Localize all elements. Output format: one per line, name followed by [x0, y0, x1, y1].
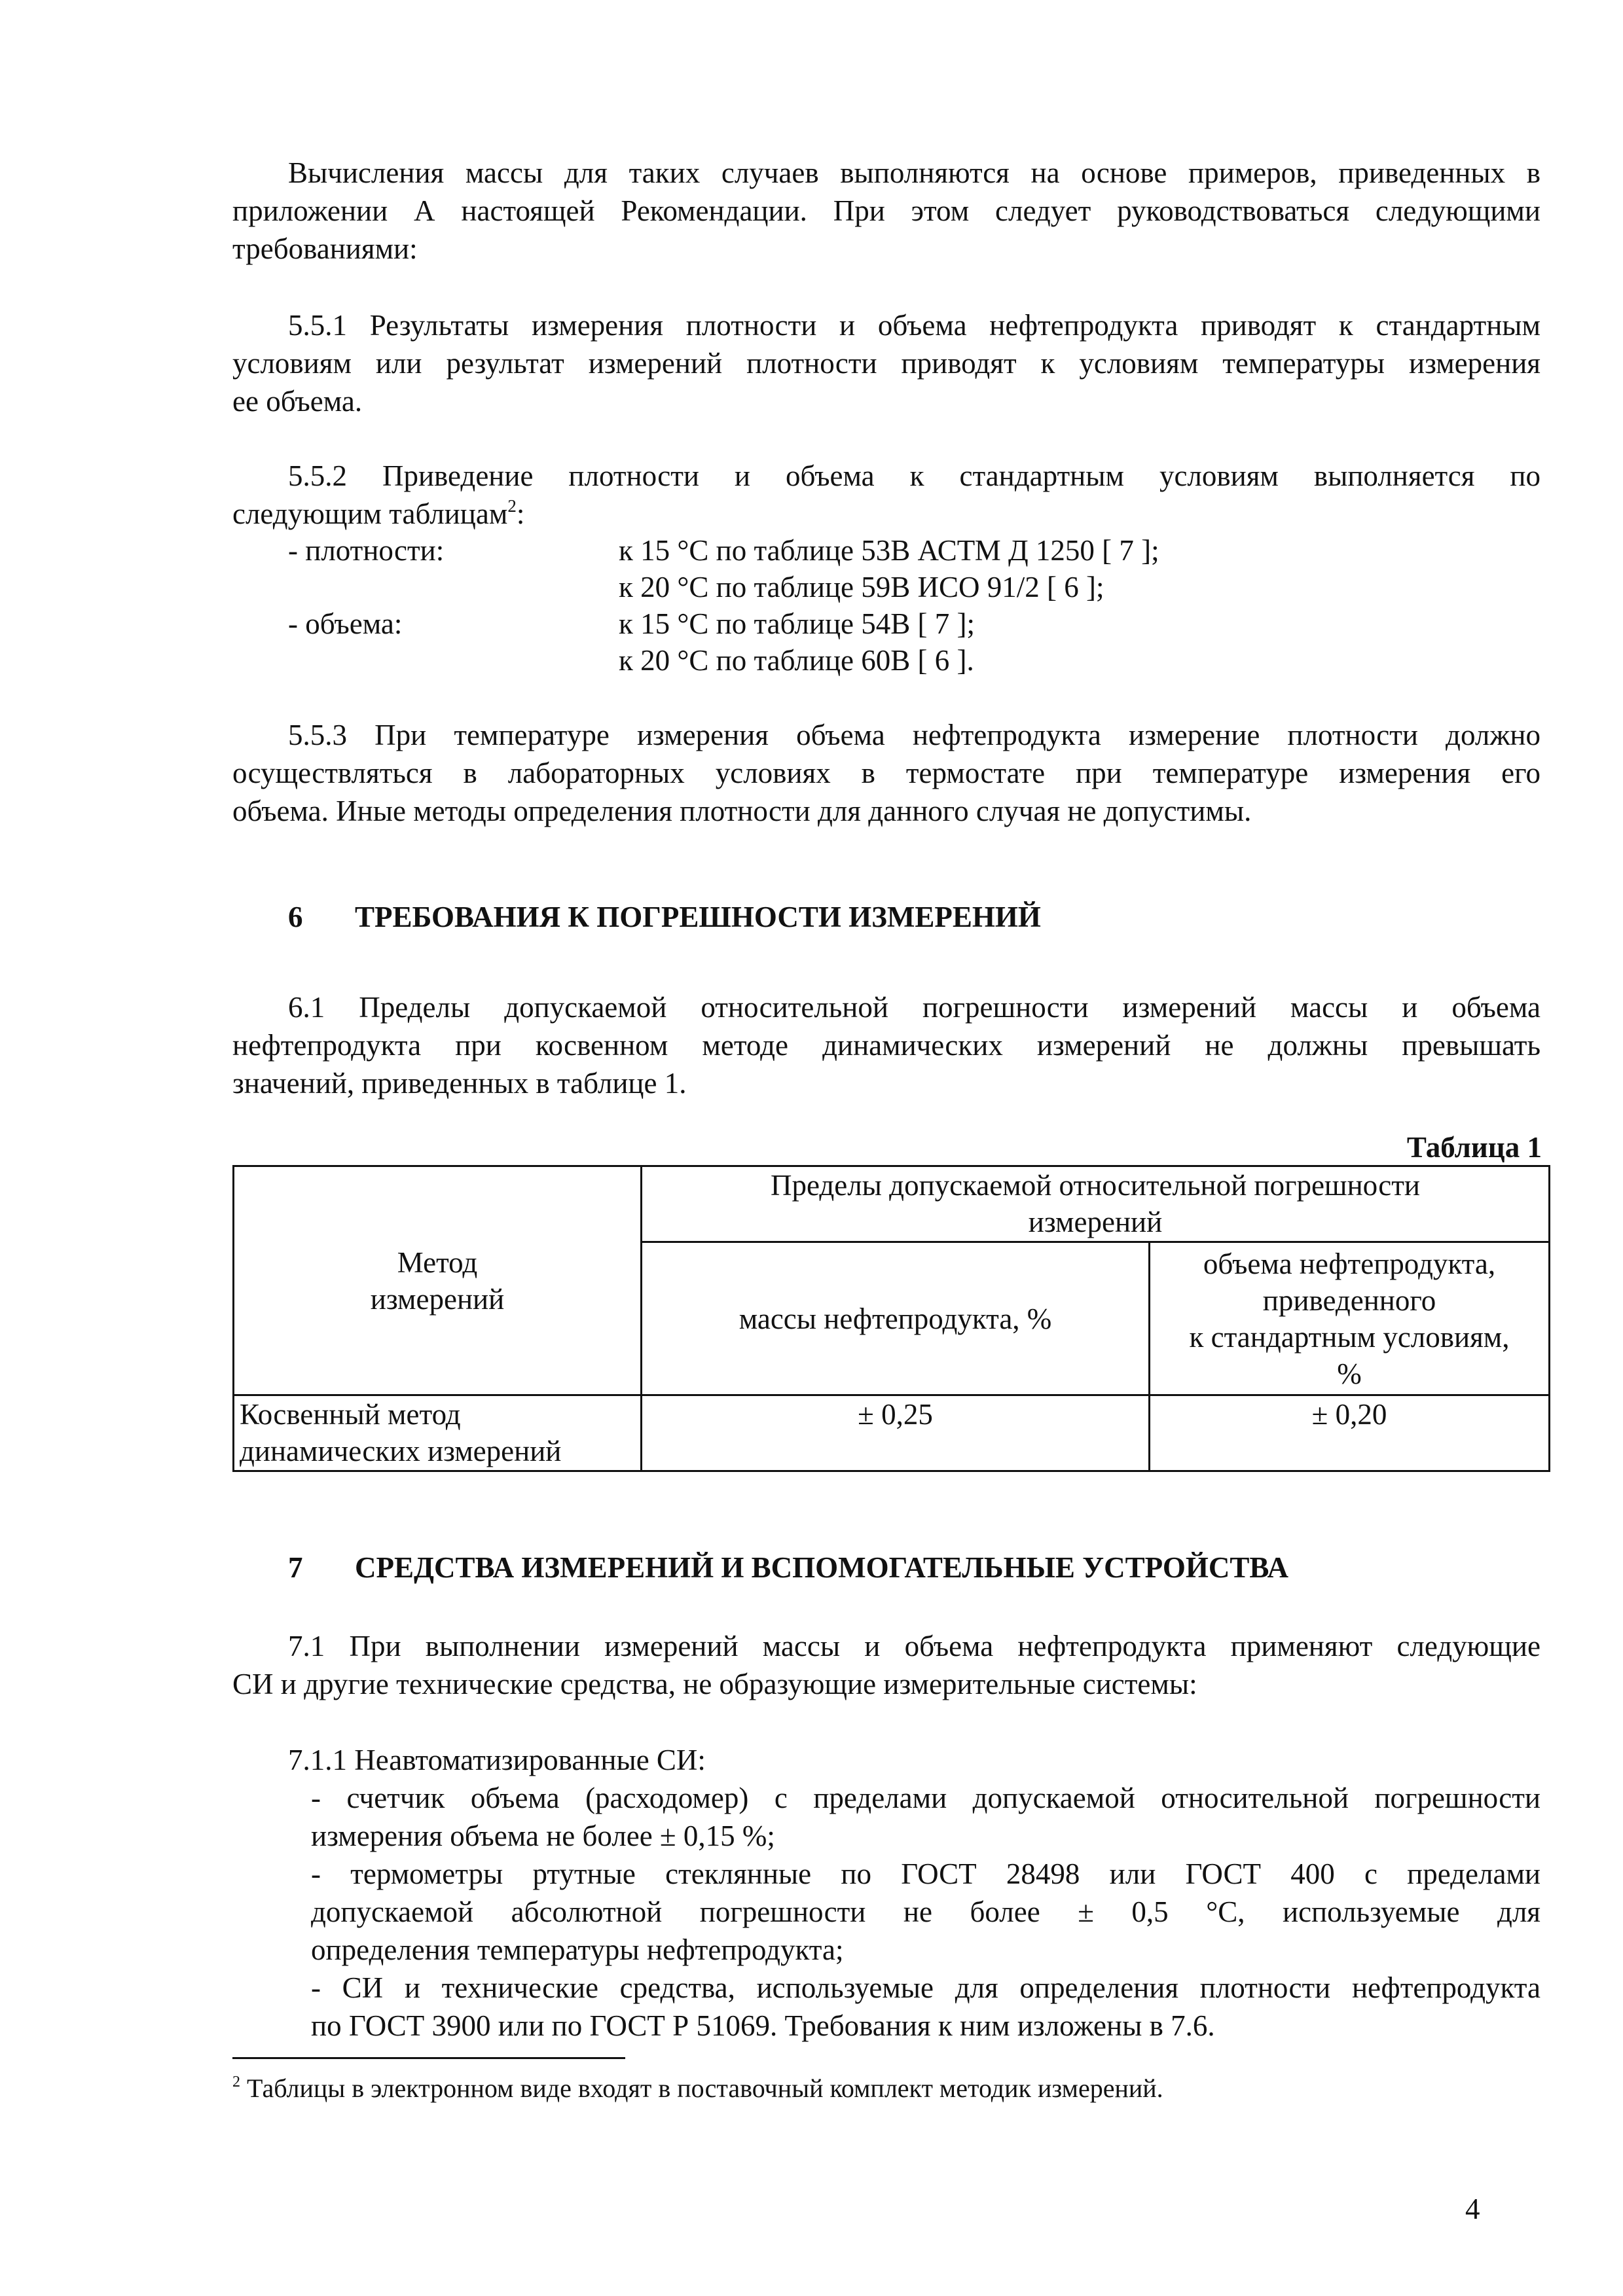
- header-error-line-1: Пределы допускаемой относительной погрешности: [770, 1169, 1421, 1202]
- p711-line-4: допускаемой абсолютной погрешности не более ± 0,5 °С, используемые для: [311, 1895, 1541, 1928]
- header-volume-line-4: %: [1337, 1357, 1362, 1390]
- p61-line-2: нефтепродукта при косвенном методе динамических измерений не должны превышать: [232, 1029, 1541, 1062]
- p711-line-7: по ГОСТ 3900 или по ГОСТ Р 51069. Требования к ним изложены в 7.6.: [311, 2009, 1215, 2042]
- p551-line-1: 5.5.1 Результаты измерения плотности и объема нефтепродукта приводят к стандартным: [288, 309, 1541, 342]
- p711-line-2: измерения объема не более ± 0,15 %;: [311, 1820, 775, 1852]
- volume-label: - объема:: [288, 607, 403, 640]
- section-6-title: ТРЕБОВАНИЯ К ПОГРЕШНОСТИ ИЗМЕРЕНИЙ: [355, 901, 1041, 933]
- p551-line-3: ее объема.: [232, 385, 363, 418]
- section-7-number: 7: [288, 1551, 303, 1584]
- table-header-row-1: [234, 1166, 1550, 1242]
- p71-line-2: СИ и другие технические средства, не образующие измерительные системы:: [232, 1668, 1197, 1700]
- table-caption: Таблица 1: [1406, 1131, 1542, 1164]
- p71-line-1: 7.1 При выполнении измерений массы и объема нефтепродукта применяют следующие: [288, 1630, 1541, 1662]
- volume-20c: к 20 °С по таблице 60В [ 6 ].: [619, 644, 974, 677]
- accuracy-table: [232, 1165, 1550, 1472]
- p553-line-1: 5.5.3 При температуре измерения объема нефтепродукта измерение плотности должно: [288, 719, 1541, 751]
- p553-line-2: осуществляться в лабораторных условиях в термостате при температуре измерения его: [232, 757, 1541, 789]
- density-20c: к 20 °С по таблице 59В ИСО 91/2 [ 6 ];: [619, 571, 1104, 603]
- row-method: [234, 1395, 642, 1471]
- p61-line-1: 6.1 Пределы допускаемой относительной погрешности измерений массы и объема: [288, 991, 1541, 1024]
- p711-line-1: - счетчик объема (расходомер) с пределами допускаемой относительной погрешности: [311, 1782, 1541, 1814]
- section-7-title: СРЕДСТВА ИЗМЕРЕНИЙ И ВСПОМОГАТЕЛЬНЫЕ УСТРОЙСТВА: [355, 1551, 1289, 1584]
- footnote-ref: 2: [507, 496, 517, 516]
- p551-line-2: условиям или результат измерений плотности приводят к условиям температуры измерения: [232, 347, 1541, 380]
- header-method-line-1: Метод: [397, 1246, 478, 1279]
- volume-15c: к 15 °С по таблице 54В [ 7 ];: [619, 607, 975, 640]
- p552-line-2-text: следующим таблицам: [232, 497, 508, 530]
- intro-line-1: Вычисления массы для таких случаев выполняются на основе примеров, приведенных в: [288, 156, 1541, 189]
- p711-line-6: - СИ и технические средства, используемые для определения плотности нефтепродукта: [311, 1971, 1541, 2004]
- footnote-marker: 2: [232, 2073, 240, 2090]
- row-method-line-1: Косвенный метод: [240, 1398, 461, 1431]
- p552-line-1: 5.5.2 Приведение плотности и объема к стандартным условиям выполняется по: [288, 459, 1541, 492]
- row-volume-value: ± 0,20: [1150, 1395, 1550, 1471]
- header-volume-line-1: объема нефтепродукта,: [1203, 1247, 1496, 1280]
- footnote-separator: [232, 2057, 625, 2059]
- p711-heading: 7.1.1 Неавтоматизированные СИ:: [288, 1744, 706, 1776]
- header-volume: [1150, 1242, 1550, 1395]
- header-volume-line-3: к стандартным условиям,: [1189, 1320, 1510, 1354]
- density-label: - плотности:: [288, 534, 445, 567]
- header-error-limits: [642, 1166, 1550, 1242]
- intro-line-3: требованиями:: [232, 232, 418, 265]
- p552-line-2-end: :: [516, 497, 525, 530]
- table-row: [234, 1395, 1550, 1471]
- p711-line-3: - термометры ртутные стеклянные по ГОСТ 28498 или ГОСТ 400 с пределами: [311, 1857, 1541, 1890]
- row-method-line-2: динамических измерений: [240, 1435, 562, 1467]
- header-error-line-2: измерений: [1028, 1206, 1163, 1238]
- footnote-text: Таблицы в электронном виде входят в поставочный комплект методик измерений.: [247, 2073, 1163, 2103]
- header-volume-line-2: приведенного: [1262, 1283, 1436, 1317]
- p711-line-5: определения температуры нефтепродукта;: [311, 1933, 844, 1966]
- page-number: 4: [1465, 2193, 1480, 2225]
- section-6-number: 6: [288, 901, 303, 933]
- footnote: [232, 2072, 1163, 2106]
- header-method: [234, 1166, 642, 1395]
- p61-line-3: значений, приведенных в таблице 1.: [232, 1067, 687, 1100]
- p552-line-2: [232, 495, 1541, 533]
- p553-line-3: объема. Иные методы определения плотности для данного случая не допустимы.: [232, 795, 1252, 827]
- header-mass: массы нефтепродукта, %: [642, 1242, 1150, 1395]
- intro-line-2: приложении А настоящей Рекомендации. При этом следует руководствоваться следующими: [232, 194, 1541, 227]
- header-method-line-2: измерений: [370, 1282, 505, 1316]
- row-mass-value: ± 0,25: [642, 1395, 1150, 1471]
- density-15c: к 15 °С по таблице 53В АСТМ Д 1250 [ 7 ];: [619, 534, 1159, 567]
